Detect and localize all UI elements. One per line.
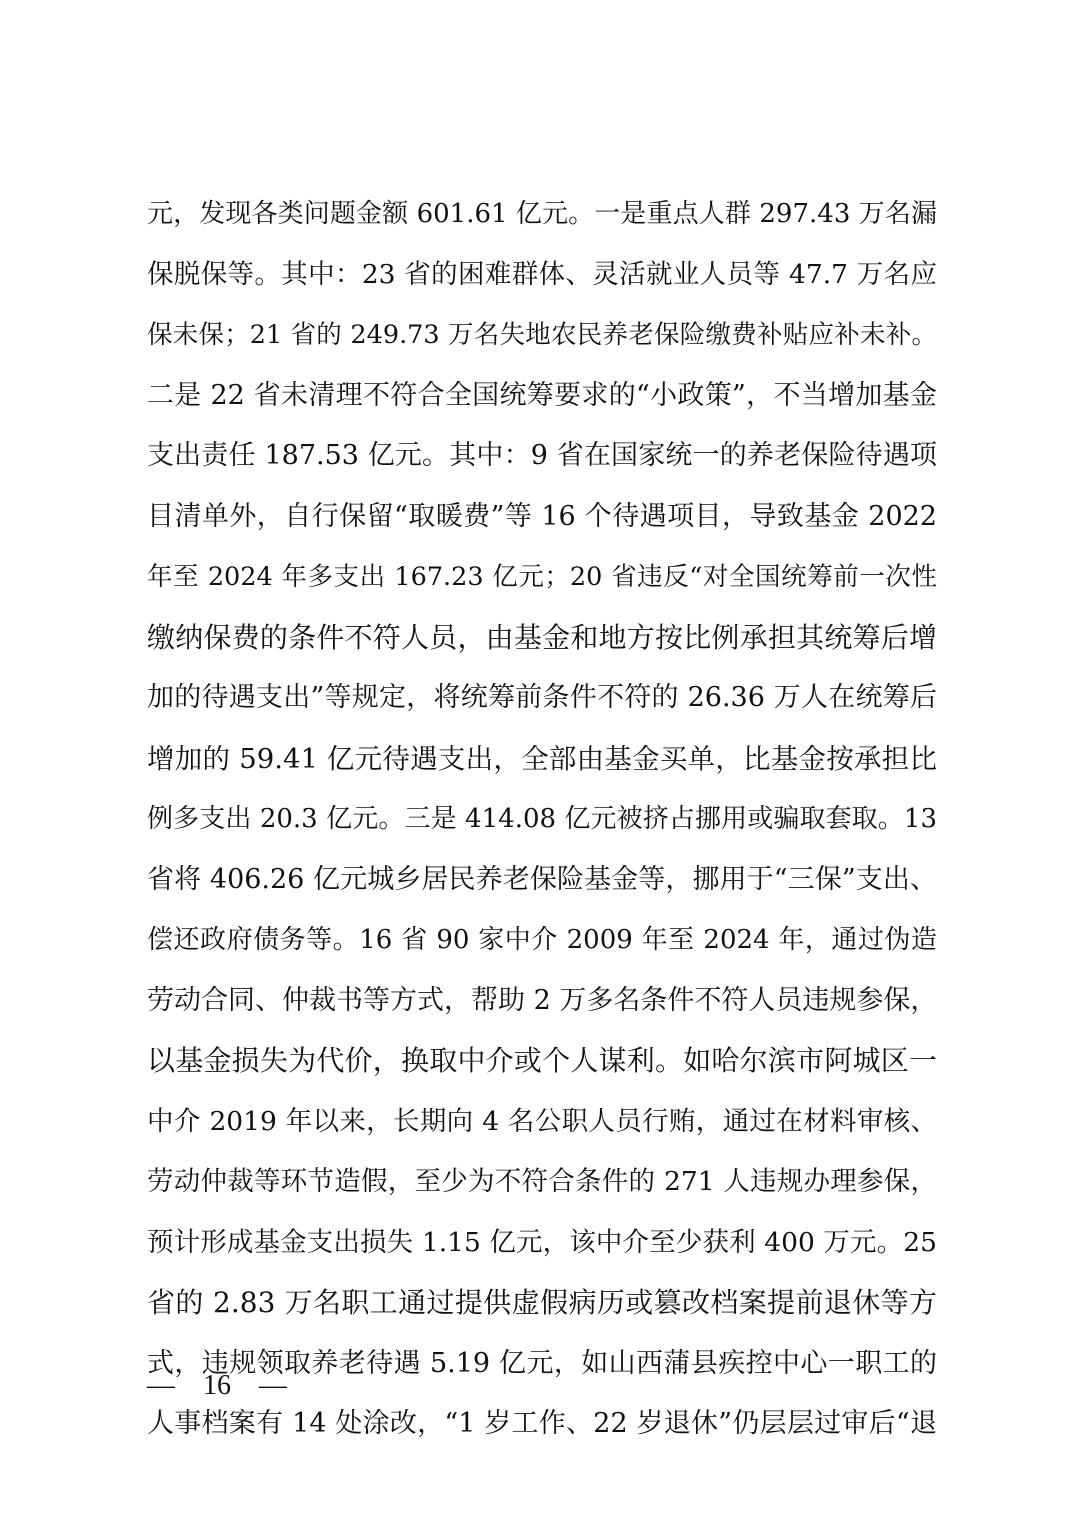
text-line: 人事档案有 14 处涂改，“1 岁工作、22 岁退休”仍层层过审后“退: [147, 1408, 937, 1439]
text-line: 劳动仲裁等环节造假，至少为不符合条件的 271 人违规办理参保，: [147, 1166, 937, 1197]
text-line: 中介 2019 年以来，长期向 4 名公职人员行贿，通过在材料审核、: [147, 1105, 937, 1137]
text-line: 增加的 59.41 亿元待遇支出，全部由基金买单，比基金按承担比: [147, 742, 937, 775]
text-line: 例多支出 20.3 亿元。三是 414.08 亿元被挤占挪用或骗取套取。13: [147, 804, 937, 834]
text-line: 缴纳保费的条件不符人员，由基金和地方按比例承担其统筹后增: [147, 620, 937, 654]
page-number-dash-right: —: [259, 1370, 287, 1401]
text-line: 支出责任 187.53 亿元。其中：9 省在国家统一的养老保险待遇项: [147, 440, 937, 471]
text-line: 预计形成基金支出损失 1.15 亿元，该中介至少获利 400 万元。25: [147, 1226, 937, 1258]
text-line: 年至 2024 年多支出 167.23 亿元；20 省违反“对全国统筹前一次性: [147, 562, 937, 592]
page-number: 16: [203, 1370, 231, 1401]
text-line: 以基金损失为代价，换取中介或个人谋利。如哈尔滨市阿城区一: [147, 1044, 937, 1077]
text-line: 劳动合同、仲裁书等方式，帮助 2 万多名条件不符人员违规参保，: [147, 984, 938, 1016]
text-line: 元，发现各类问题金额 601.61 亿元。一是重点人群 297.43 万名漏: [147, 199, 937, 229]
text-line: 加的待遇支出”等规定，将统筹前条件不符的 26.36 万人在统筹后: [147, 682, 937, 713]
page-footer: [147, 1366, 287, 1406]
text-line: 省的 2.83 万名职工通过提供虚假病历或篡改档案提前退休等方: [147, 1286, 937, 1319]
text-line: 二是 22 省未清理不符合全国统筹要求的“小政策”，不当增加基金: [147, 379, 937, 411]
page-number-dash-left: —: [147, 1370, 175, 1401]
text-line: 偿还政府债务等。16 省 90 家中介 2009 年至 2024 年，通过伪造: [147, 925, 937, 955]
text-line: 目清单外，自行保留“取暖费”等 16 个待遇项目，导致基金 2022: [147, 500, 937, 532]
text-line: 保未保；21 省的 249.73 万名失地农民养老保险缴费补贴应补未补。: [147, 320, 937, 350]
text-line: 保脱保等。其中：23 省的困难群体、灵活就业人员等 47.7 万名应: [147, 258, 937, 290]
text-line: 省将 406.26 亿元城乡居民养老保险基金等，挪用于“三保”支出、: [147, 863, 937, 895]
document-body: [147, 184, 937, 1455]
text-line: 式，违规领取养老待遇 5.19 亿元，如山西蒲县疾控中心一职工的: [147, 1347, 937, 1379]
